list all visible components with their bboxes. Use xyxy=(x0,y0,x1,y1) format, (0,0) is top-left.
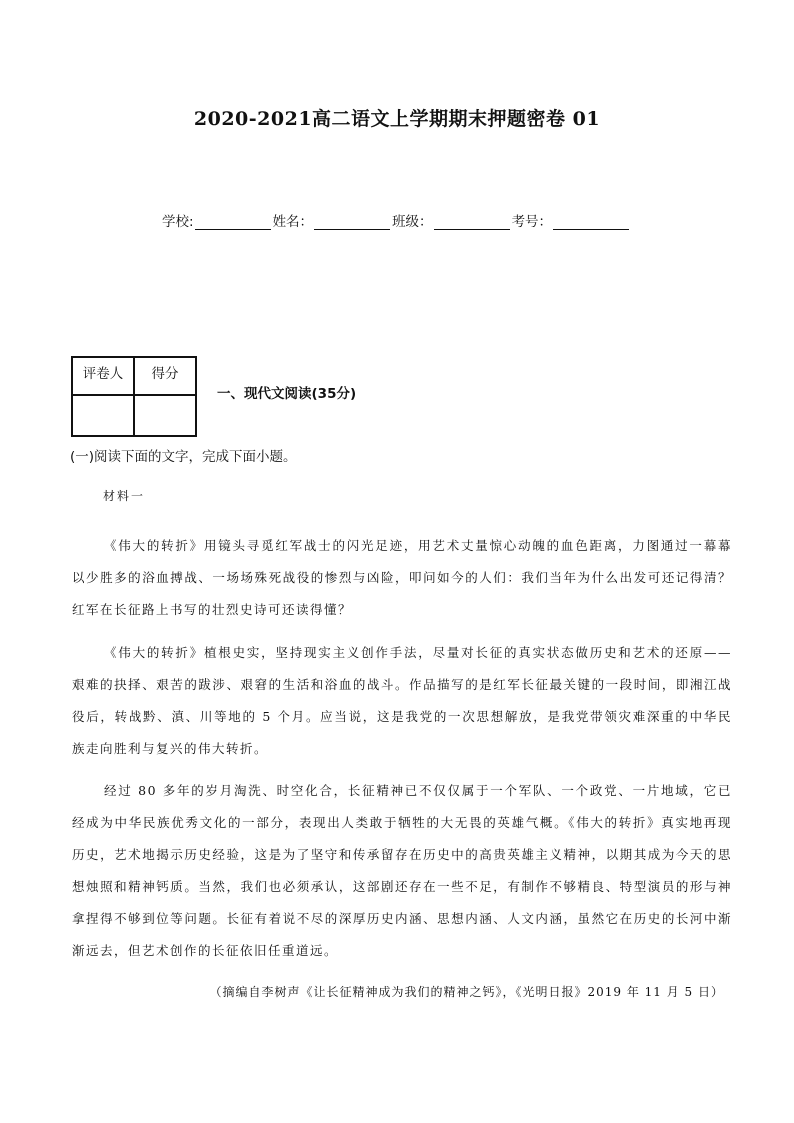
material-label: 材料一 xyxy=(103,489,146,503)
source-citation: （摘编自李树声《让长征精神成为我们的精神之钙》，《光明日报》2019 年 11 月 5 日） xyxy=(209,985,724,999)
paragraph: 经过 80 多年的岁月淘洗、时空化合，长征精神已不仅仅属于一个军队、一个政党、一片地域，它已经成为中华民族优秀文化的一部分，表现出人类敢于牺牲的大无畏的英雄气概。《伟大的转折》真实地再现历史，艺术地揭示历史经验，这是为了坚守和传承留存在历史中的高贵英雄主义精神，以期其成为今天的思想烛照和精神钙质。当然，我们也必须承认，这部剧还存在一些不足，有制作不够精良、特型演员的形与神拿捏得不够到位等问题。长征有着说不尽的深厚历史内涵、思想内涵、人文内涵，虽然它在历史的长河中渐渐远去，但艺术创作的长征依旧任重道远。 xyxy=(72,783,732,958)
name-blank[interactable] xyxy=(314,215,390,230)
page-title: 2020-2021高二语文上学期期末押题密卷 01 xyxy=(193,108,601,130)
student-info-line xyxy=(162,210,631,230)
score-table xyxy=(71,356,197,437)
paragraph: 《伟大的转折》用镜头寻觅红军战士的闪光足迹，用艺术丈量惊心动魄的血色距离，力图通过一幕幕以少胜多的浴血搏战、一场场殊死战役的惨烈与凶险，叩问如今的人们：我们当年为什么出发可还记得清？红军在长征路上书写的壮烈史诗可还读得懂？ xyxy=(72,538,732,617)
instruction-text: (一)阅读下面的文字，完成下面小题。 xyxy=(70,449,297,465)
class-label: 班级： xyxy=(392,214,433,230)
grader-cell[interactable] xyxy=(72,395,134,436)
score-header: 得分 xyxy=(134,357,196,395)
school-label: 学校: xyxy=(162,214,194,230)
section-title: 一、现代文阅读(35分) xyxy=(217,386,357,402)
grader-header: 评卷人 xyxy=(72,357,134,395)
score-cell[interactable] xyxy=(134,395,196,436)
exam-no-label: 考号： xyxy=(511,214,553,230)
paragraph: 《伟大的转折》植根史实，坚持现实主义创作手法，尽量对长征的真实状态做历史和艺术的还原——艰难的抉择、艰苦的跋涉、艰窘的生活和浴血的战斗。作品描写的是红军长征最关键的一段时间，即湘江战役后，转战黔、滇、川等地的 5 个月。应当说，这是我党的一次思想解放，是我党带领灾难深重的中华民族走向胜利与复兴的伟大转折。 xyxy=(72,645,732,756)
class-blank[interactable] xyxy=(434,215,510,230)
name-label: 姓名： xyxy=(272,214,314,230)
school-blank[interactable] xyxy=(195,215,271,230)
exam-no-blank[interactable] xyxy=(553,215,629,230)
